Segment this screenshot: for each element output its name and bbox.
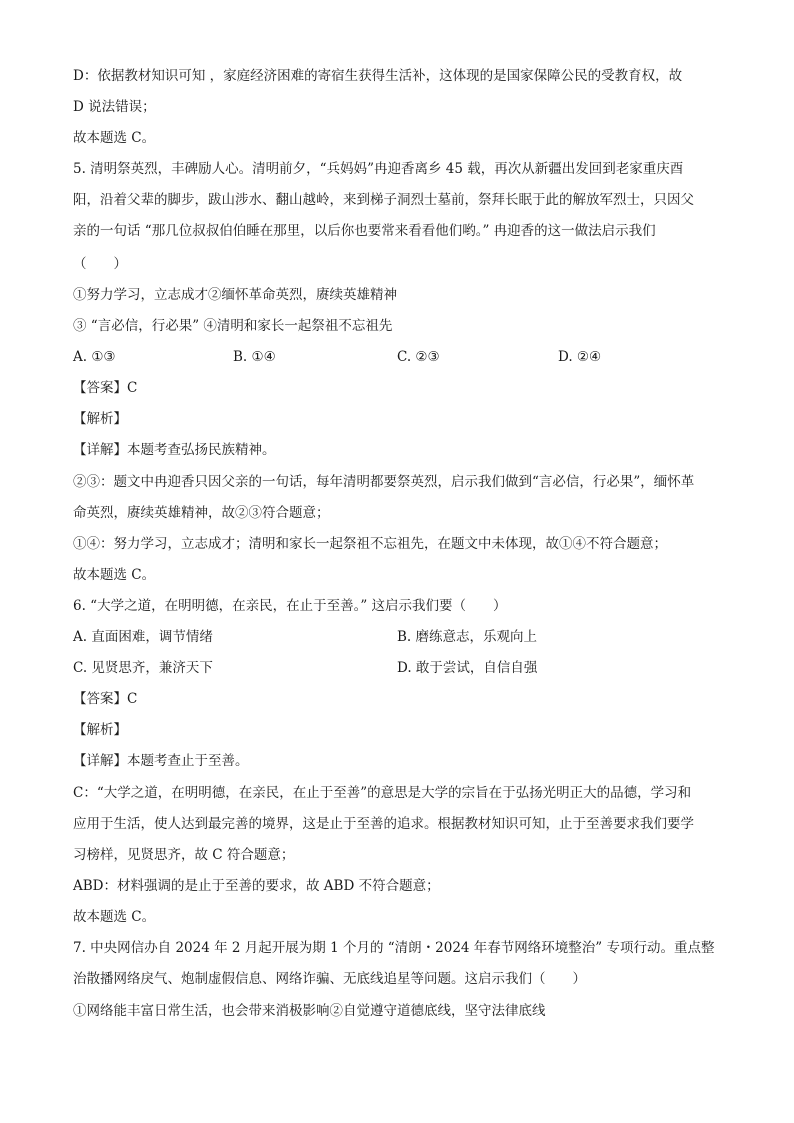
d-explanation-line-1: D：依据教材知识可知 ，家庭经济困难的寄宿生获得生活补，这体现的是国家保障公民的受教育权，故 — [73, 68, 683, 84]
q6-explanation-line-1: C：“大学之道，在明明德，在亲民，在止于至善”的意思是大学的宗旨在于弘扬光明正大的品德，学习和 — [73, 785, 692, 801]
q5-analysis-heading: 【解析】 — [73, 411, 127, 427]
q6-option-b: B. 磨练意志，乐观向上 — [397, 629, 538, 645]
q6-explanation-line-4: ABD：材料强调的是止于至善的要求，故 ABD 不符合题意； — [73, 878, 440, 894]
q5-option-c: C. ②③ — [397, 349, 440, 365]
q5-item-line-2: ③ “言必信，行必果” ④清明和家长一起祭祖不忘祖先 — [73, 318, 393, 334]
q5-option-a: A. ①③ — [73, 349, 116, 365]
q7-item-line-1: ①网络能丰富日常生活，也会带来消极影响②自觉遵守道德底线，坚守法律底线 — [73, 1003, 546, 1019]
q6-explanation-line-3: 习榜样，见贤思齐，故 C 符合题意； — [73, 847, 295, 863]
q7-stem-line-2: 治散播网络戾气、炮制虚假信息、网络诈骗、无底线追星等问题。这启示我们（ ） — [73, 971, 586, 987]
q5-answer-blank: （ ） — [73, 256, 127, 272]
q5-explanation-line-2: 命英烈，赓续英雄精神，故②③符合题意； — [73, 505, 330, 521]
q5-stem-line-2: 阳，沿着父辈的脚步，跋山涉水、翻山越岭，来到梯子洞烈士墓前，祭拜长眠于此的解放军烈士，只因父 — [73, 192, 694, 208]
d-explanation-line-2: D 说法错误； — [73, 99, 156, 115]
q6-explanation-line-2: 应用于生活，使人达到最完善的境界，这是止于至善的追求。根据教材知识可知，止于至善要求我们要学 — [73, 816, 694, 832]
q5-answer: 【答案】C — [73, 380, 138, 396]
q5-explanation-line-1: ②③：题文中冉迎香只因父亲的一句话，每年清明都要祭英烈，启示我们做到“言必信，行必果”，缅怀革 — [73, 474, 695, 490]
q5-stem-line-1: 5. 清明祭英烈，丰碑励人心。清明前夕，“兵妈妈”冉迎香离乡 45 载，再次从新疆出发回到老家重庆酉 — [73, 161, 684, 177]
q5-detail: 【详解】本题考查弘扬民族精神。 — [73, 442, 276, 458]
q5-stem-line-3: 亲的一句话 “那几位叔叔伯伯睡在那里，以后你也要常来看看他们哟。” 冉迎香的这一做法启示我们 — [73, 223, 656, 239]
q5-option-b: B. ①④ — [233, 349, 276, 365]
q6-detail: 【详解】本题考查止于至善。 — [73, 753, 249, 769]
q5-conclusion: 故本题选 C。 — [73, 567, 156, 583]
q6-option-d: D. 敢于尝试，自信自强 — [397, 660, 538, 676]
q6-analysis-heading: 【解析】 — [73, 722, 127, 738]
q6-option-a: A. 直面困难，调节情绪 — [73, 629, 213, 645]
previous-conclusion: 故本题选 C。 — [73, 130, 156, 146]
q6-conclusion: 故本题选 C。 — [73, 909, 156, 925]
q5-item-line-1: ①努力学习，立志成才②缅怀革命英烈，赓续英雄精神 — [73, 287, 397, 303]
q5-explanation-line-3: ①④：努力学习，立志成才；清明和家长一起祭祖不忘祖先，在题文中未体现，故①④不符合题意； — [73, 536, 667, 552]
q6-option-c: C. 见贤思齐，兼济天下 — [73, 660, 213, 676]
q6-answer: 【答案】C — [73, 691, 138, 707]
q5-option-d: D. ②④ — [558, 349, 602, 365]
q6-stem: 6. “大学之道，在明明德，在亲民，在止于至善。” 这启示我们要（ ） — [73, 598, 507, 614]
q7-stem-line-1: 7. 中央网信办自 2024 年 2 月起开展为期 1 个月的 “清朗・2024 年春节网络环境整治” 专项行动。重点整 — [73, 940, 715, 956]
